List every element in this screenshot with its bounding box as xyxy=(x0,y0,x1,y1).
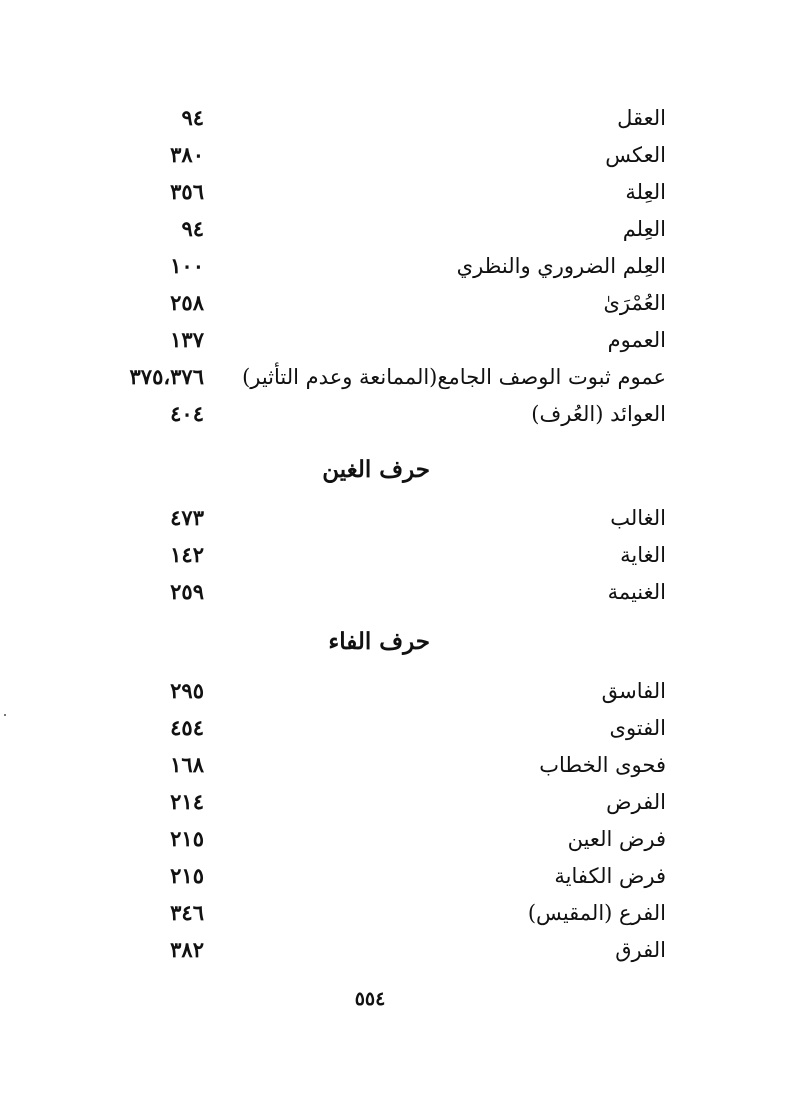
index-term: العِلة xyxy=(625,180,666,204)
index-page-ref: ٢٩٥ xyxy=(170,678,204,703)
index-page-ref: ٣٨٠ xyxy=(170,142,204,167)
index-entry xyxy=(110,673,666,710)
index-term: الغنيمة xyxy=(607,580,666,604)
index-term: فرض العين xyxy=(567,827,666,851)
index-entry xyxy=(110,858,666,895)
index-entry xyxy=(110,747,666,784)
index-page-ref: ٣٤٦ xyxy=(170,900,204,925)
index-page-ref: ٤٠٤ xyxy=(170,401,204,426)
index-term: الفاسق xyxy=(601,679,666,703)
index-term: عموم ثبوت الوصف الجامع(الممانعة وعدم التأثير) xyxy=(242,365,666,389)
index-entry xyxy=(110,932,666,969)
index-page-ref: ٢١٥ xyxy=(170,826,204,851)
index-entry xyxy=(110,137,666,174)
index-term: فرض الكفاية xyxy=(554,864,666,888)
index-entry xyxy=(110,396,666,433)
index-entry xyxy=(110,285,666,322)
index-entry xyxy=(110,174,666,211)
index-term: الغاية xyxy=(620,543,666,567)
index-page-ref: ٢٥٨ xyxy=(170,290,204,315)
page-number: ٥٥٤ xyxy=(354,988,386,1010)
index-entry xyxy=(110,784,666,821)
index-term: العموم xyxy=(607,328,666,352)
index-term: العِلم الضروري والنظري xyxy=(456,254,666,278)
index-term: الفرض xyxy=(606,790,666,814)
index-entry xyxy=(110,821,666,858)
index-term: العكس xyxy=(605,143,666,167)
index-entry xyxy=(110,710,666,747)
index-term: العِلم xyxy=(622,217,666,241)
section-heading-fa: حرف الفاء xyxy=(328,628,430,655)
index-entry xyxy=(110,100,666,137)
index-term: العوائد (العُرف) xyxy=(531,402,666,426)
index-page-ref: ٢١٥ xyxy=(170,863,204,888)
index-page-ref: ١٤٢ xyxy=(170,542,204,567)
index-term: العُمْرَىٰ xyxy=(603,291,666,315)
index-page-ref: ٣٨٢ xyxy=(170,937,204,962)
index-entry xyxy=(110,500,666,537)
index-entry xyxy=(110,248,666,285)
index-page-ref: ٣٧٥،٣٧٦ xyxy=(129,364,204,389)
scan-speck xyxy=(4,714,6,716)
index-section-ain xyxy=(110,100,666,433)
index-page-ref: ١٠٠ xyxy=(170,253,204,278)
index-page-ref: ٩٤ xyxy=(181,216,204,241)
index-entry xyxy=(110,359,666,396)
index-term: الفتوى xyxy=(609,716,666,740)
index-page-ref: ١٣٧ xyxy=(170,327,204,352)
index-term: الغالب xyxy=(610,506,666,530)
index-entry xyxy=(110,895,666,932)
index-page-ref: ٣٥٦ xyxy=(170,179,204,204)
index-entry xyxy=(110,537,666,574)
index-entry xyxy=(110,574,666,611)
index-page-ref: ٩٤ xyxy=(181,105,204,130)
section-heading-ghain: حرف الغين xyxy=(322,456,430,483)
index-entry xyxy=(110,322,666,359)
index-page-ref: ١٦٨ xyxy=(170,752,204,777)
index-term: الفرق xyxy=(615,938,666,962)
index-page-ref: ٢٥٩ xyxy=(170,579,204,604)
index-entry xyxy=(110,211,666,248)
index-term: فحوى الخطاب xyxy=(539,753,666,777)
index-page-ref: ٢١٤ xyxy=(170,789,204,814)
index-page-ref: ٤٥٤ xyxy=(170,715,204,740)
index-page-ref: ٤٧٣ xyxy=(170,505,204,530)
index-section-ghain xyxy=(110,500,666,611)
index-term: الفرع (المقيس) xyxy=(527,901,666,925)
index-section-fa xyxy=(110,673,666,969)
index-term: العقل xyxy=(617,106,666,130)
